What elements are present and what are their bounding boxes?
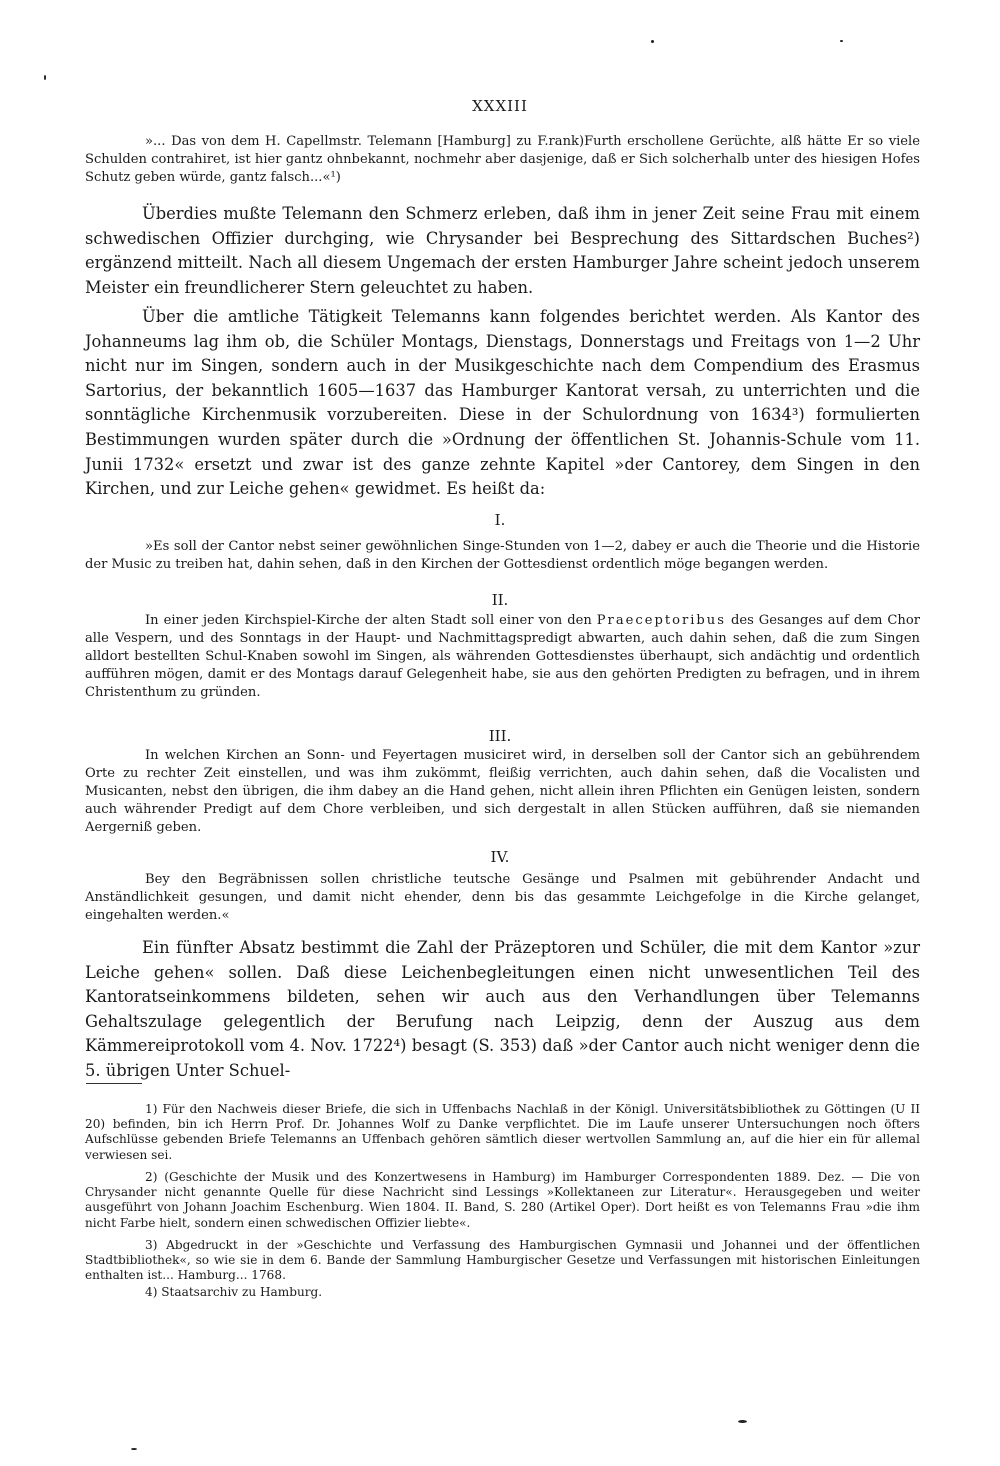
section-text-3: In welchen Kirchen an Sonn- und Feyertagen musiciret wird, in derselben soll der Cantor sich an gebührendem Orte zu rechter Zeit einstellen, und was ihm zukömmt, fleißig verrichten, auch dahin sehen, daß die Vocalisten und Musicanten, nebst den übrigen, die ihm dabey an die Hand gehen, nicht allein ihren Pflichten ein Genügen leisten, sondern auch währender Predigt auf dem Chore verbleiben, und sich dergestalt in allen Stücken aufführen, daß sie niemanden Aergerniß geben. [85,748,920,835]
footnote-2: 2) (Geschichte der Musik und des Konzertwesens in Hamburg) im Hamburger Correspondenten 1889. Dez. — Die von Chrysander nicht genannte Quelle für diese Nachricht sind Lessings »Kollektaneen zur Literatur«. Herausgegeben und weiter ausgeführt von Johann Joachim Eschenburg. Wien 1804. II. Band, S. 280 (Artikel Oper). Dort heißt es von Telemanns Frau »die ihm nicht Farbe hielt, sondern einen schwedischen Offizier liebte«. [85,1170,920,1230]
footnote-3: 3) Abgedruckt in der »Geschichte und Verfassung des Hamburgischen Gymnasii und Johannei und der öffentlichen Stadtbibliothek«, so wie sie in dem 6. Bande der Sammlung Hamburgischer Gesetze und Verfassungen mit historischen Einleitungen enthalten ist... Hamburg... 1768. [85,1238,920,1283]
paragraph-3: Ein fünfter Absatz bestimmt die Zahl der Präzeptoren und Schüler, die mit dem Kantor »zur Leiche gehen« sollen. Daß diese Leichenbegleitungen einen nicht unwesentlichen Teil des Kantoratseinkommens bildeten, sehen wir auch aus den Verhandlungen über Telemanns Gehaltszulage gelegentlich der Berufung nach Leipzig, denn der Auszug aus dem Kämmereiprotokoll vom 4. Nov. 1722⁴) besagt (S. 353) daß »der Cantor auch nicht weniger denn die 5. übrigen Unter Schuel- [85,938,920,1080]
footnote-1: 1) Für den Nachweis dieser Briefe, die sich in Uffenbachs Nachlaß in der Königl. Universitätsbibliothek zu Göttingen (U II 20) befinden, bin ich Herrn Prof. Dr. Johannes Wolf zu Danke verpflichtet. Die im Laufe unserer Untersuchungen noch öfters Aufschlüsse gebenden Briefe Telemanns an Uffenbach gehören sämtlich dieser wertvollen Sammlung an, auf die hier ein für allemal verwiesen sei. [85,1102,920,1162]
scan-speck [131,1448,137,1450]
paragraph-2: Über die amtliche Tätigkeit Telemanns kann folgendes berichtet werden. Als Kantor des Johanneums lag ihm ob, die Schüler Montags, Dienstags, Donnerstags und Freitags von 1—2 Uhr nicht nur im Singen, sondern auch in der Musikgeschichte nach dem Compendium des Erasmus Sartorius, der bekanntlich 1605—1637 das Hamburger Kantorat versah, zu unterrichten und die sonntägliche Kirchenmusik vorzubereiten. Diese in der Schulordnung von 1634³) formulierten Bestimmungen wurden später durch die »Ordnung der öffentlichen St. Johannis-Schule vom 11. Junii 1732« ersetzt und zwar ist des ganze zehnte Kapitel »der Cantorey, dem Singen in den Kirchen, und zur Leiche gehen« gewidmet. Es heißt da: [85,307,920,499]
section-heading-3: III. [488,727,512,745]
section-text-2-emphasis: Praeceptoribus [596,613,726,628]
scan-speck [840,40,843,42]
page-number: XXXIII [472,97,528,115]
section-heading-1: I. [494,511,506,529]
footnote-divider [86,1083,142,1084]
section-text-2-before: In einer jeden Kirchspiel-Kirche der alten Stadt soll einer von den [145,613,597,628]
footnote-4: 4) Staatsarchiv zu Hamburg. [145,1285,323,1299]
quote-intro: »... Das von dem H. Capellmstr. Telemann [Hamburg] zu F.rank)Furth erschollene Gerüchte, alß hätte Er so viele Schulden contrahiret, ist hier gantz ohnbekannt, nochmehr aber dasjenige, daß er Sich solcherhalb unter des hiesigen Hofes Schutz geben würde, gantz falsch...«¹) [85,134,920,185]
scan-speck [44,75,46,80]
scan-speck [738,1420,747,1423]
section-text-2-after: des Gesanges auf dem Chor alle Vespern, und des Sonntags in der Haupt- und Nachmittagspredigt abwarten, auch dahin sehen, daß die zum Singen alldort bestellten Schul-Knaben sowohl im Singen, als währenden Gottesdienstes überhaupt, sich andächtig und ordentlich aufführen mögen, damit er des Montags darauf Gelegenheit habe, sie aus den gehörten Predigten zu befragen, und in ihrem Christenthum zu gründen. [85,613,920,700]
scan-speck [651,40,654,43]
section-text-4: Bey den Begräbnissen sollen christliche teutsche Gesänge und Psalmen mit gebührender Andacht und Anständlichkeit gesungen, und damit nicht ehender, denn bis das gesammte Leichgefolge in die Kirche gelanget, eingehalten werden.« [85,872,920,923]
section-text-1: »Es soll der Cantor nebst seiner gewöhnlichen Singe-Stunden von 1—2, dabey er auch die Theorie und die Historie der Music zu treiben hat, dahin sehen, daß in den Kirchen der Gottesdienst ordentlich möge begangen werden. [85,539,920,572]
section-text-2 [85,612,920,702]
section-heading-2: II. [491,591,509,609]
paragraph-1: Überdies mußte Telemann den Schmerz erleben, daß ihm in jener Zeit seine Frau mit einem schwedischen Offizier durchging, wie Chrysander bei Besprechung des Sittardschen Buches²) ergänzend mitteilt. Nach all diesem Ungemach der ersten Hamburger Jahre scheint jedoch unserem Meister ein freundlicherer Stern geleuchtet zu haben. [85,204,920,297]
section-heading-4: IV. [490,848,510,866]
